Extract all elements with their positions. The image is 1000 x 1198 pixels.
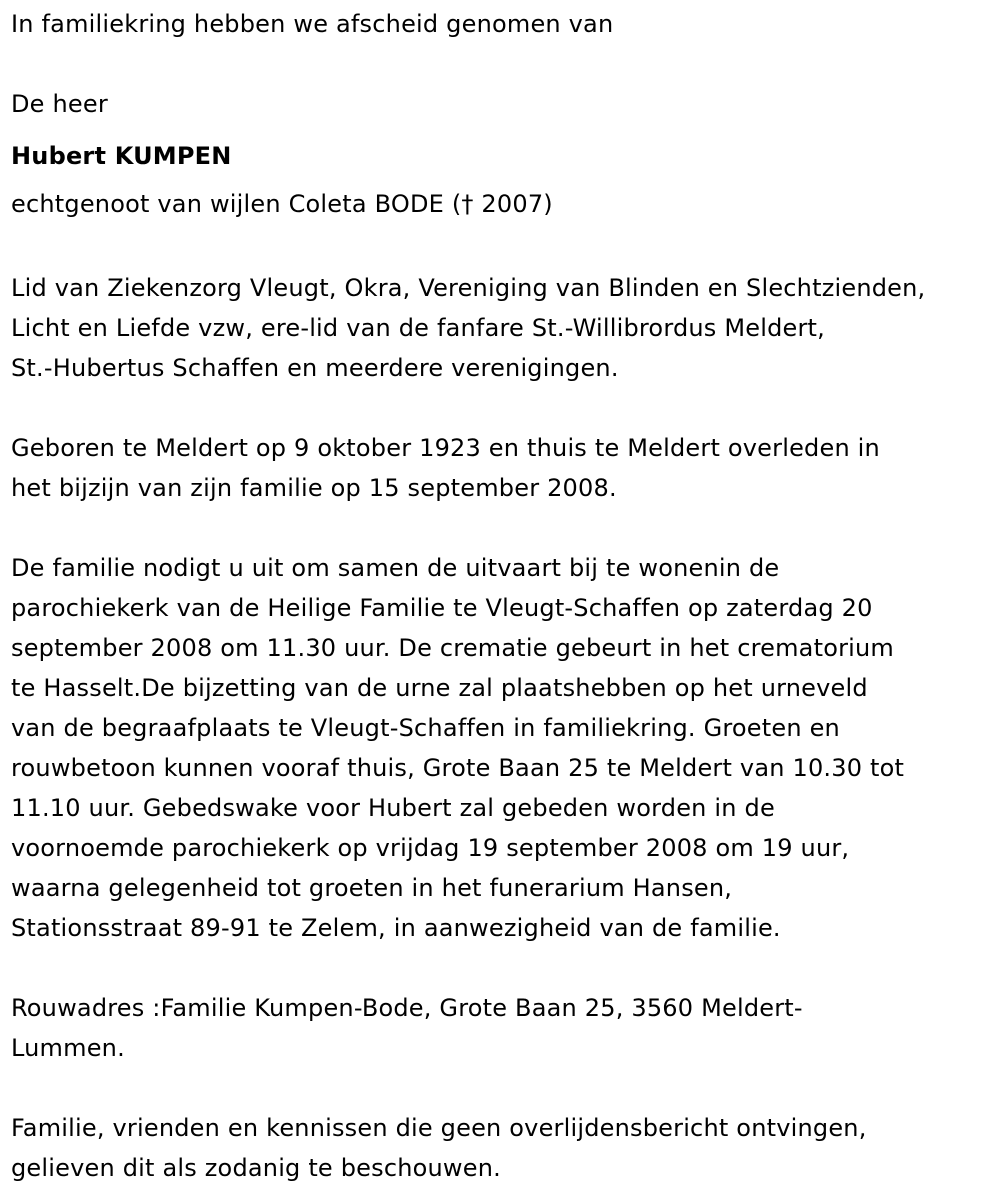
spacer	[11, 1068, 990, 1108]
spacer	[11, 508, 990, 548]
salutation: De heer	[11, 90, 108, 118]
spacer	[11, 228, 990, 268]
paragraph-line: De familie nodigt u uit om samen de uitvaart bij te wonenin de	[11, 554, 780, 582]
address-paragraph	[11, 988, 990, 1068]
spacer	[11, 44, 990, 84]
paragraph-line: voornoemde parochiekerk op vrijdag 19 september 2008 om 19 uur,	[11, 834, 850, 862]
paragraph-line: Rouwadres :Familie Kumpen-Bode, Grote Baan 25, 3560 Meldert-	[11, 994, 803, 1022]
paragraph-line: 11.10 uur. Gebedswake voor Hubert zal gebeden worden in de	[11, 794, 775, 822]
spouse-line	[11, 180, 990, 228]
paragraph-line: waarna gelegenheid tot groeten in het funerarium Hansen,	[11, 874, 733, 902]
paragraph-line: Licht en Liefde vzw, ere-lid van de fanfare St.-Willibrordus Meldert,	[11, 314, 825, 342]
spacer	[11, 388, 990, 428]
paragraph-line: gelieven dit als zodanig te beschouwen.	[11, 1154, 501, 1182]
paragraph-line: rouwbetoon kunnen vooraf thuis, Grote Baan 25 te Meldert van 10.30 tot	[11, 754, 905, 782]
deceased-name: Hubert KUMPEN	[11, 142, 232, 170]
paragraph-line: Lummen.	[11, 1034, 125, 1062]
memberships-paragraph	[11, 268, 990, 388]
paragraph-line: van de begraafplaats te Vleugt-Schaffen in familiekring. Groeten en	[11, 714, 840, 742]
spouse-suffix: 2007)	[473, 190, 553, 218]
paragraph-line: Familie, vrienden en kennissen die geen overlijdensbericht ontvingen,	[11, 1114, 867, 1142]
paragraph-line: te Hasselt.De bijzetting van de urne zal plaatshebben op het urneveld	[11, 674, 868, 702]
intro-text: In familiekring hebben we afscheid genomen van	[11, 10, 614, 38]
paragraph-line: september 2008 om 11.30 uur. De crematie gebeurt in het crematorium	[11, 634, 895, 662]
funeral-paragraph	[11, 548, 990, 948]
paragraph-line: Stationsstraat 89-91 te Zelem, in aanwezigheid van de familie.	[11, 914, 781, 942]
paragraph-line: Geboren te Meldert op 9 oktober 1923 en thuis te Meldert overleden in	[11, 434, 880, 462]
cross-icon: †	[461, 190, 474, 218]
birth-death-paragraph	[11, 428, 990, 508]
closing-paragraph	[11, 1108, 990, 1188]
paragraph-line: parochiekerk van de Heilige Familie te Vleugt-Schaffen op zaterdag 20	[11, 594, 873, 622]
paragraph-line: St.-Hubertus Schaffen en meerdere verenigingen.	[11, 354, 619, 382]
paragraph-line: het bijzijn van zijn familie op 15 september 2008.	[11, 474, 617, 502]
paragraph-line: Lid van Ziekenzorg Vleugt, Okra, Vereniging van Blinden en Slechtzienden,	[11, 274, 926, 302]
spacer	[11, 948, 990, 988]
spouse-prefix: echtgenoot van wijlen Coleta BODE (	[11, 190, 462, 218]
